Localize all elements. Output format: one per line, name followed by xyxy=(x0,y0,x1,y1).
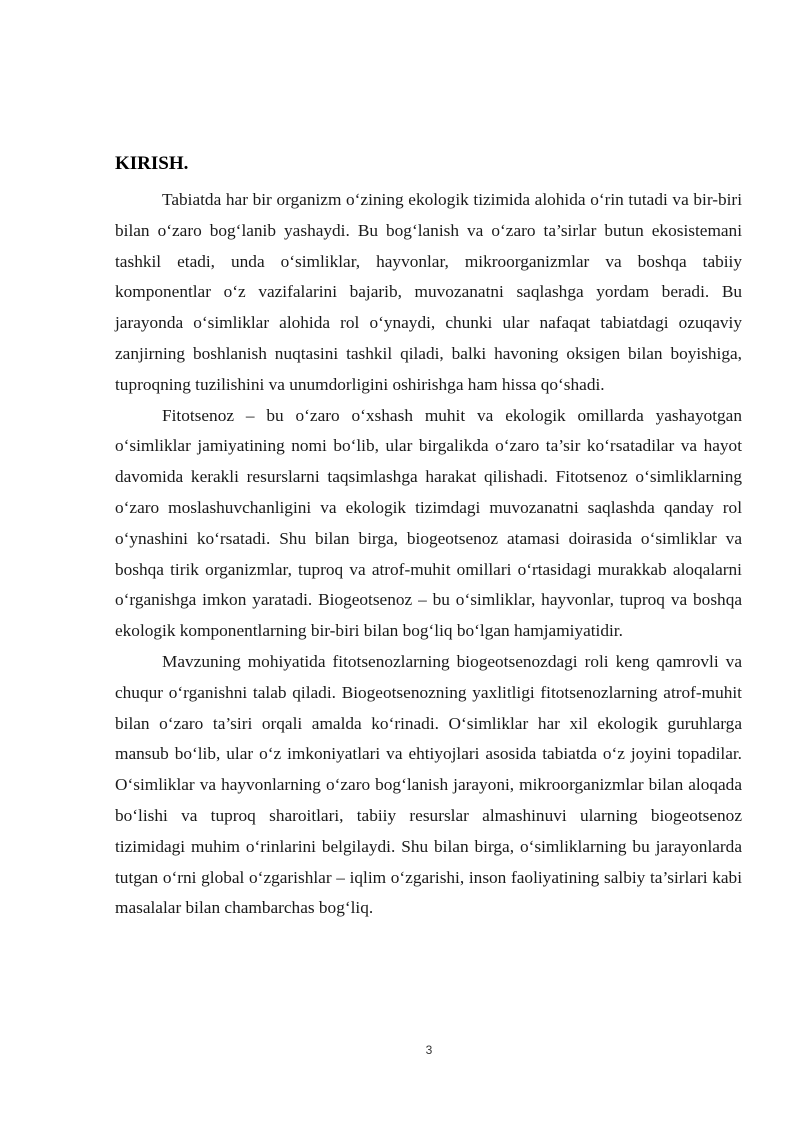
paragraph-1: Tabiatda har bir organizm o‘zining ekologik tizimida alohida o‘rin tutadi va bir-biri bilan o‘zaro bog‘lanib yashaydi. Bu bog‘lanish va o‘zaro ta’sirlar butun ekosistemani tashkil etadi, unda o‘simliklar, hayvonlar, mikroorganizmlar va boshqa tabiiy komponentlar o‘z vazifalarini bajarib, muvozanatni saqlashga yordam beradi. Bu jarayonda o‘simliklar alohida rol o‘ynaydi, chunki ular nafaqat tabiatdagi ozuqaviy zanjirning boshlanish nuqtasini tashkil qiladi, balki havoning oksigen bilan boyishiga, tuproqning tuzilishini va unumdorligini oshirishga ham hissa qo‘shadi. xyxy=(115,190,742,394)
paragraph-3: Mavzuning mohiyatida fitotsenozlarning biogeotsenozdagi roli keng qamrovli va chuqur o‘rganishni talab qiladi. Biogeotsenozning yaxlitligi fitotsenozlarning atrof-muhit bilan o‘zaro ta’siri orqali amalda ko‘rinadi. O‘simliklar har xil ekologik guruhlarga mansub bo‘lib, ular o‘z imkoniyatlari va ehtiyojlari asosida tabiatda o‘z joyini topadilar. O‘simliklar va hayvonlarning o‘zaro bog‘lanish jarayoni, mikroorganizmlar bilan aloqada bo‘lishi va tuproq sharoitlari, tabiiy resurslar almashinuvi ularning biogeotsenoz tizimidagi muhim o‘rinlarini belgilaydi. Shu bilan birga, o‘simliklarning bu jarayonlarda tutgan o‘rni global o‘zgarishlar – iqlim o‘zgarishi, inson faoliyatining salbiy ta’sirlari kabi masalalar bilan chambarchas bog‘liq. xyxy=(115,651,742,918)
page-number: 3 xyxy=(425,1043,433,1057)
section-heading: KIRISH. xyxy=(115,153,189,174)
body-text xyxy=(115,185,742,924)
paragraph-2: Fitotsenoz – bu o‘zaro o‘xshash muhit va ekologik omillarda yashayotgan o‘simliklar jamiyatining nomi bo‘lib, ular birgalikda o‘zaro ta’sir ko‘rsatadilar va hayot davomida kerakli resurslarni taqsimlashga harakat qilishadi. Fitotsenoz o‘simliklarning o‘zaro moslashuvchanligini va ekologik tizimdagi muvozanatni saqlashda qanday rol o‘ynashini ko‘rsatadi. Shu bilan birga, biogeotsenoz atamasi doirasida o‘simliklar va boshqa tirik organizmlar, tuproq va atrof-muhit omillari o‘rtasidagi murakkab aloqalarni o‘rganishga imkon yaratadi. Biogeotsenoz – bu o‘simliklar, hayvonlar, tuproq va boshqa ekologik komponentlarning bir-biri bilan bog‘liq bo‘lgan hamjamiyatidir. xyxy=(115,405,742,641)
